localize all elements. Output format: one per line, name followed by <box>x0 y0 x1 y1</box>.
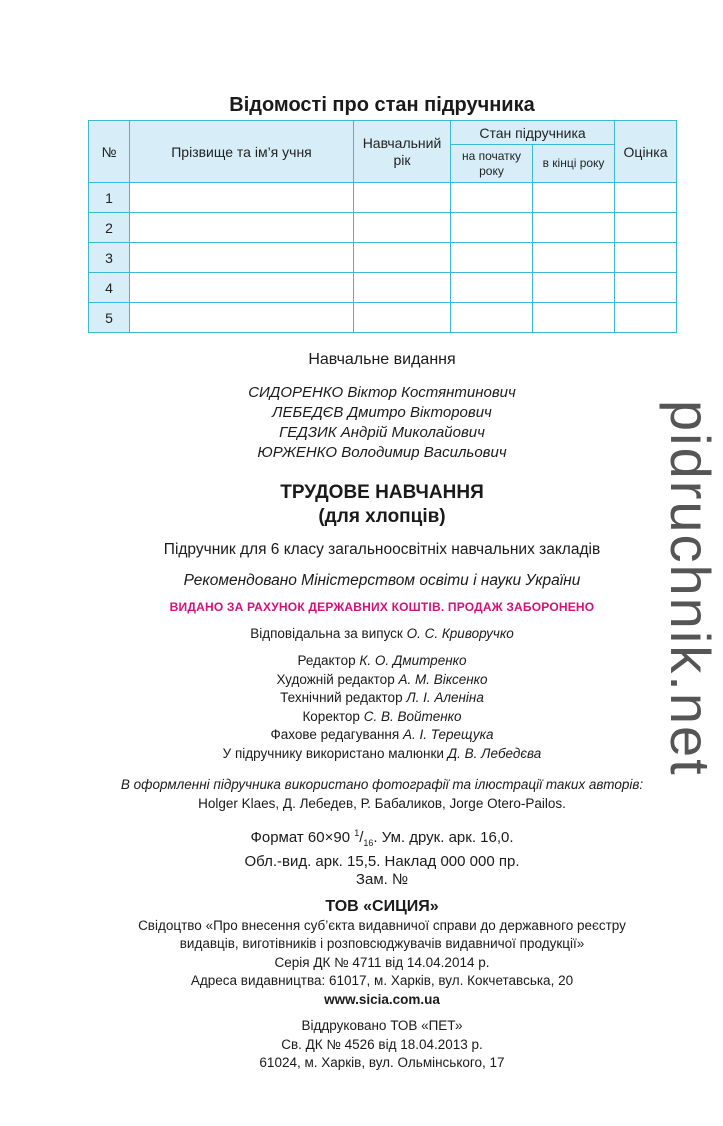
table-row <box>89 183 677 213</box>
cell-end <box>533 213 615 243</box>
cell-year <box>354 273 451 303</box>
cell-name <box>130 213 354 243</box>
cell-grade <box>615 273 677 303</box>
row-number: 2 <box>89 213 130 243</box>
book-title: ТРУДОВЕ НАВЧАННЯ (для хлопців) <box>280 482 484 527</box>
cell-name <box>130 183 354 213</box>
publisher-name: ТОВ «СИЦИЯ» <box>325 898 439 915</box>
cell-grade <box>615 303 677 333</box>
table-row <box>89 273 677 303</box>
cell-start <box>451 303 533 333</box>
row-number: 1 <box>89 183 130 213</box>
author: ЛЕБЕДЄВ Дмитро Вікторович <box>272 404 492 421</box>
header-state-start: на початку року <box>451 145 533 183</box>
author: СИДОРЕНКО Віктор Костянтинович <box>248 384 516 401</box>
cell-end <box>533 243 615 273</box>
print-format: Формат 60×90 $^1/_{16}$. Ум. друк. арк. 16,0. Обл.-вид. арк. 15,5. Наклад 000 000 пр. Зам. № <box>88 824 676 890</box>
row-number: 4 <box>89 273 130 303</box>
publisher-website: www.sicia.com.ua <box>324 991 440 1007</box>
cell-grade <box>615 213 677 243</box>
cell-name <box>130 243 354 273</box>
header-year: Навчальний рік <box>354 121 451 183</box>
cell-start <box>451 243 533 273</box>
staff-item: Технічний редактор Л. І. Аленіна <box>280 690 484 705</box>
textbook-condition-table <box>88 120 677 333</box>
cell-start <box>451 273 533 303</box>
cell-end <box>533 273 615 303</box>
table-row <box>89 213 677 243</box>
publisher-info: ТОВ «СИЦИЯ» Свідоцтво «Про внесення суб’єкта видавничої справи до державного реєстру видавців, виготівників і розповсюджувачів видавничої продукції» Серія ДК № 4711 від 14.04.2014 р. Адреса видавництва: 61017, м. Харків, вул. Кокчетавська, 20 www.sicia.com.ua <box>88 898 676 1009</box>
state-funds-notice: ВИДАНО ЗА РАХУНОК ДЕРЖАВНИХ КОШТІВ. ПРОДАЖ ЗАБОРОНЕНО <box>169 600 595 614</box>
row-number: 3 <box>89 243 130 273</box>
author: ЮРЖЕНКО Володимир Васильович <box>257 444 507 461</box>
cell-end <box>533 183 615 213</box>
table-row <box>89 303 677 333</box>
staff-item: Художній редактор А. М. Віксенко <box>276 671 488 687</box>
recommendation: Рекомендовано Міністерством освіти і науки України <box>183 572 581 589</box>
staff-item: Фахове редагування А. І. Терещука <box>270 727 494 742</box>
header-num: № <box>89 121 130 183</box>
staff-item: Редактор К. О. Дмитренко <box>297 653 467 668</box>
cell-year <box>354 183 451 213</box>
table-title: Відомості про стан підручника <box>229 94 535 116</box>
printer-info: Віддруковано ТОВ «ПЕТ» Св. ДК № 4526 від 18.04.2013 р. 61024, м. Харків, вул. Ольмінського, 17 <box>259 1018 505 1070</box>
cell-end <box>533 303 615 333</box>
cell-name <box>130 303 354 333</box>
author: ГЕДЗИК Андрій Миколайович <box>279 424 485 441</box>
cell-start <box>451 213 533 243</box>
staff-list <box>88 652 676 763</box>
responsible-person: Відповідальна за випуск О. С. Криворучко <box>250 626 514 641</box>
header-name: Прізвище та ім’я учня <box>130 121 354 183</box>
header-state-end: в кінці року <box>533 145 615 183</box>
cell-year <box>354 213 451 243</box>
row-number: 5 <box>89 303 130 333</box>
cell-start <box>451 183 533 213</box>
book-subtitle: Підручник для 6 класу загальноосвітніх навчальних закладів <box>163 541 601 558</box>
header-state: Стан підручника <box>451 121 615 145</box>
format-line: Формат 60×90 $^1/_{16}$. Ум. друк. арк. 16,0. <box>250 828 514 848</box>
edition-label: Навчальне видання <box>308 351 456 368</box>
staff-item: У підручнику використано малюнки Д. В. Лебедєва <box>222 745 542 761</box>
cell-year <box>354 243 451 273</box>
photo-credits: В оформленні підручника використано фотографії та ілюстрації таких авторів: Holger Klaes, Д. Лебедев, Р. Бабаликов, Jorge Otero-Pailos. <box>120 777 644 811</box>
cell-name <box>130 273 354 303</box>
header-grade: Оцінка <box>615 121 677 183</box>
cell-year <box>354 303 451 333</box>
staff-item: Коректор С. В. Войтенко <box>302 708 462 724</box>
cell-grade <box>615 243 677 273</box>
cell-grade <box>615 183 677 213</box>
authors-list <box>88 383 676 463</box>
table-row <box>89 243 677 273</box>
side-watermark: pidruchnik.net <box>659 400 722 777</box>
